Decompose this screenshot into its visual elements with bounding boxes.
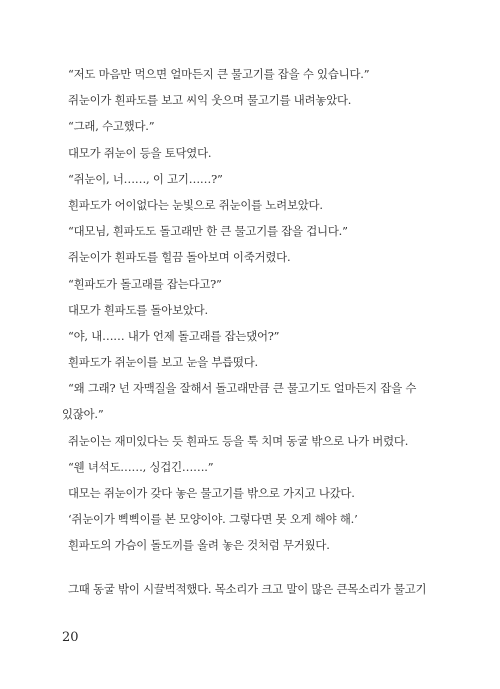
text-line: “야, 내…… 내가 언제 돌고래를 잡는댔어?”	[68, 328, 280, 343]
text-line: 있잖아.”	[62, 407, 104, 422]
text-line: “흰파도가 돌고래를 잡는다고?”	[68, 276, 222, 291]
body-text	[62, 66, 442, 608]
text-line: “왜 그래? 넌 자맥질을 잘해서 돌고래만큼 큰 물고기도 얼마든지 잡을 수	[68, 381, 417, 396]
text-line: “쥐눈이, 너……, 이 고기……?”	[68, 171, 223, 186]
text-line: 쥐눈이는 재미있다는 듯 흰파도 등을 툭 치며 동굴 밖으로 나가 버렸다.	[68, 433, 409, 448]
text-line: 쥐눈이가 흰파도를 힐끔 돌아보며 이죽거렸다.	[68, 250, 291, 265]
text-line: 대모는 쥐눈이가 갖다 놓은 물고기를 밖으로 가지고 나갔다.	[68, 486, 355, 500]
text-line: 쥐눈이가 흰파도를 보고 씨익 웃으며 물고기를 내려놓았다.	[68, 93, 352, 108]
text-line: “웬 녀석도……, 싱겁긴…….”	[68, 459, 214, 474]
text-line: “그래, 수고했다.”	[68, 119, 155, 134]
text-line: 흰파도가 쥐눈이를 보고 눈을 부릅떴다.	[68, 355, 258, 370]
text-line: 흰파도의 가슴이 돌도끼를 올려 놓은 것처럼 무거웠다.	[68, 538, 330, 553]
text-line: “저도 마음만 먹으면 얼마든지 큰 물고기를 잡을 수 있습니다.”	[68, 67, 370, 81]
text-line: “대모님, 흰파도도 돌고래만 한 큰 물고기를 잡을 겁니다.”	[68, 224, 348, 239]
text-line: 흰파도가 어이없다는 눈빛으로 쥐눈이를 노려보았다.	[68, 197, 323, 212]
text-line: 대모가 쥐눈이 등을 토닥였다.	[68, 145, 212, 160]
text-line: 대모가 흰파도를 돌아보았다.	[68, 302, 208, 317]
text-line: ‘쥐눈이가 삑삑이를 본 모양이야. 그렇다면 못 오게 해야 해.’	[68, 512, 358, 527]
text-line: 그때 동굴 밖이 시끌벅적했다. 목소리가 크고 말이 많은 큰목소리가 물고기	[68, 582, 427, 597]
page-number: 20	[62, 630, 79, 645]
